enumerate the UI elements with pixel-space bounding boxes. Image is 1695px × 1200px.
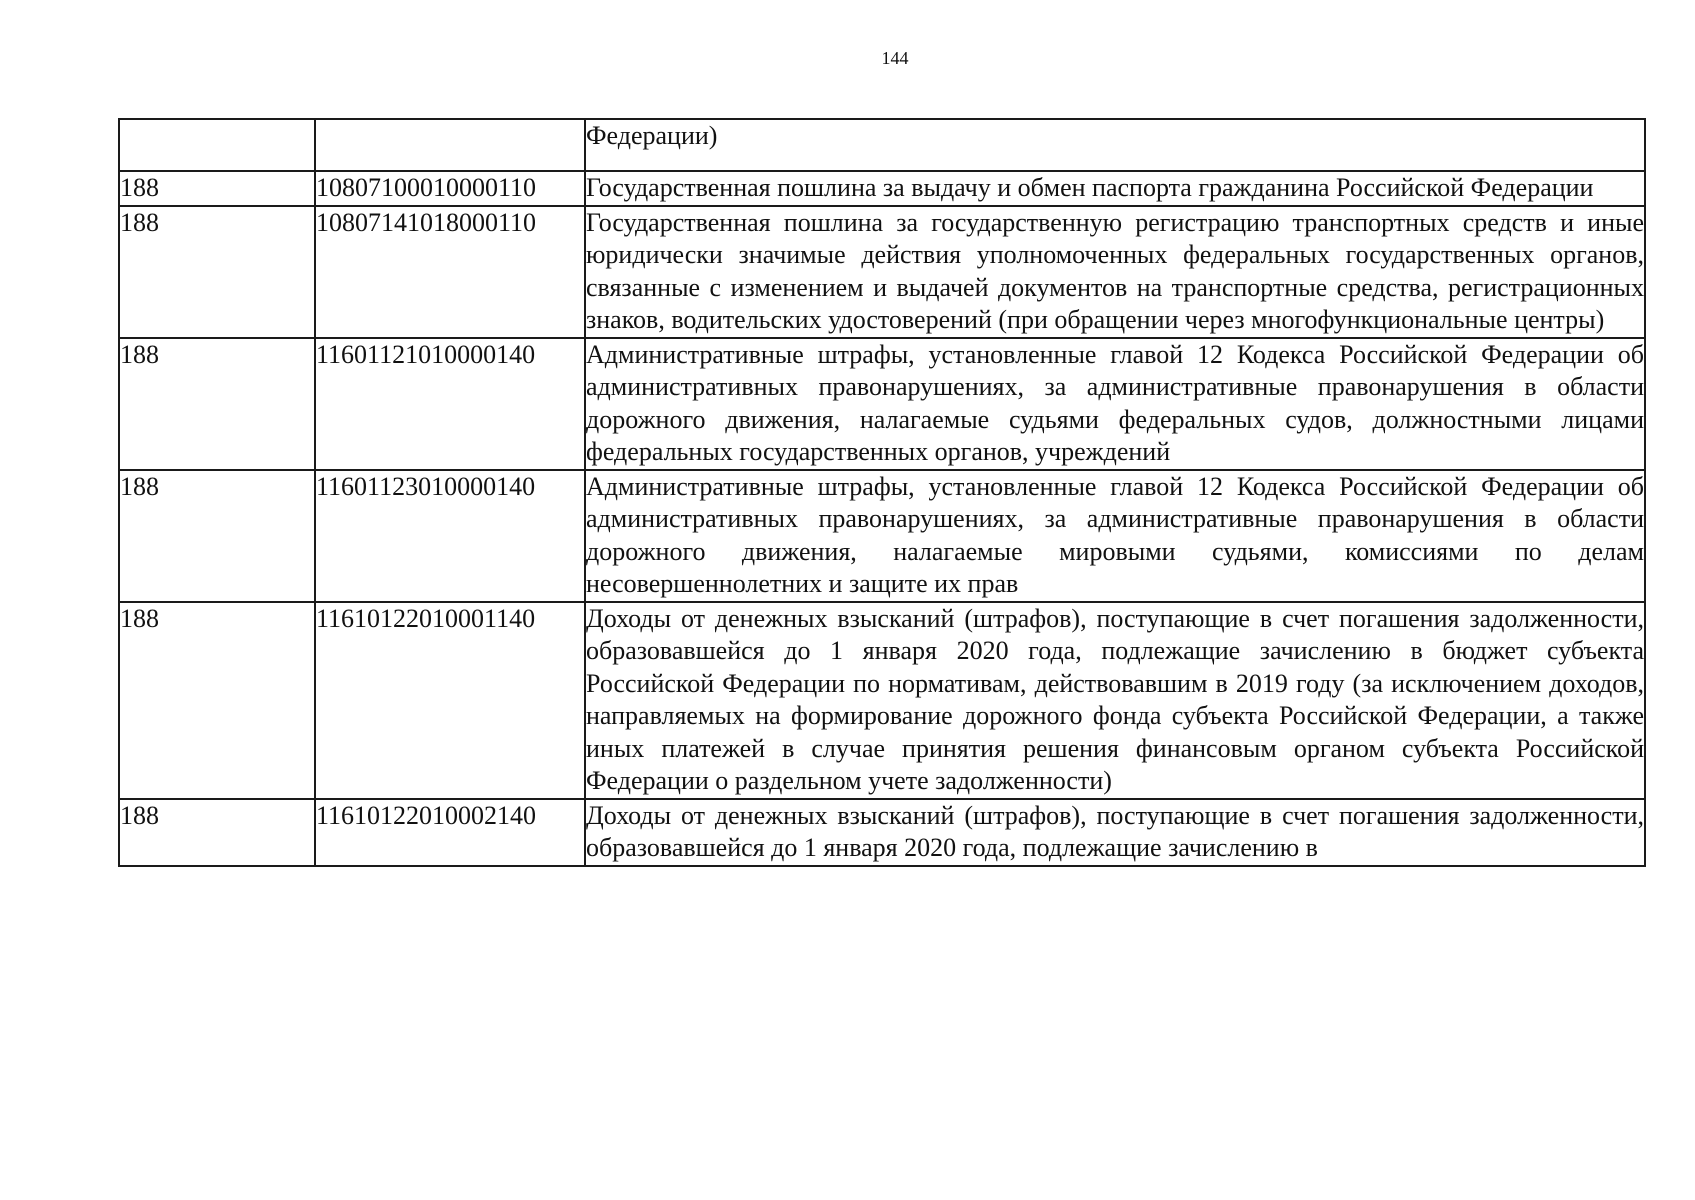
table-row	[119, 338, 1645, 470]
table-row	[119, 206, 1645, 338]
budget-code-cell: 11601121010000140	[315, 338, 585, 470]
budget-code-cell: 11601123010000140	[315, 470, 585, 602]
budget-code-cell	[315, 119, 585, 171]
description-cell: Государственная пошлина за государственную регистрацию транспортных средств и иные юридически значимые действия уполномоченных федеральных государственных органов, связанные с изменением и выдачей документов на транспортные средства, регистрационных знаков, водительских удостоверений (при обращении через многофункциональные центры)	[585, 206, 1645, 338]
budget-code-cell: 11610122010002140	[315, 799, 585, 866]
budget-code-cell: 10807100010000110	[315, 171, 585, 206]
revenue-codes-table	[118, 118, 1646, 867]
page-number: 144	[881, 48, 909, 68]
table-row	[119, 171, 1645, 206]
budget-code-cell: 10807141018000110	[315, 206, 585, 338]
description-cell: Доходы от денежных взысканий (штрафов), поступающие в счет погашения задолженности, образовавшейся до 1 января 2020 года, подлежащие зачислению в бюджет субъекта Российской Федерации по нормативам, действовавшим в 2019 году (за исключением доходов, направляемых на формирование дорожного фонда субъекта Российской Федерации, а также иных платежей в случае принятия решения финансовым органом субъекта Российской Федерации о раздельном учете задолженности)	[585, 602, 1645, 799]
table-row	[119, 602, 1645, 799]
admin-code-cell: 188	[119, 470, 315, 602]
table-row	[119, 799, 1645, 866]
admin-code-cell: 188	[119, 206, 315, 338]
description-cell: Административные штрафы, установленные главой 12 Кодекса Российской Федерации об административных правонарушениях, за административные правонарушения в области дорожного движения, налагаемые судьями федеральных судов, должностными лицами федеральных государственных органов, учреждений	[585, 338, 1645, 470]
admin-code-cell: 188	[119, 799, 315, 866]
admin-code-cell: 188	[119, 171, 315, 206]
description-cell: Государственная пошлина за выдачу и обмен паспорта гражданина Российской Федерации	[585, 171, 1645, 206]
admin-code-cell: 188	[119, 602, 315, 799]
description-cell: Административные штрафы, установленные главой 12 Кодекса Российской Федерации об административных правонарушениях, за административные правонарушения в области дорожного движения, налагаемые мировыми судьями, комиссиями по делам несовершеннолетних и защите их прав	[585, 470, 1645, 602]
admin-code-cell	[119, 119, 315, 171]
table-row	[119, 470, 1645, 602]
description-cell: Доходы от денежных взысканий (штрафов), поступающие в счет погашения задолженности, образовавшейся до 1 января 2020 года, подлежащие зачислению в	[585, 799, 1645, 866]
admin-code-cell: 188	[119, 338, 315, 470]
budget-code-cell: 11610122010001140	[315, 602, 585, 799]
description-cell: Федерации)	[585, 119, 1645, 171]
table-row	[119, 119, 1645, 171]
